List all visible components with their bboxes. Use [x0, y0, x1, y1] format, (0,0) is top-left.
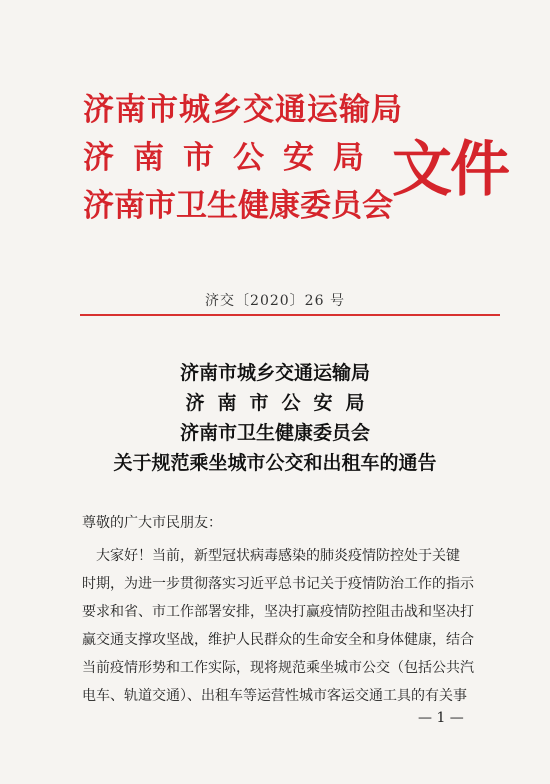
red-separator-line — [80, 314, 500, 316]
title-line-police: 济南市公安局 — [185, 392, 378, 414]
org-health-commission: 济南市卫生健康委员会 — [83, 188, 393, 224]
salutation: 尊敬的广大市民朋友： — [82, 515, 222, 531]
notice-title — [0, 358, 550, 478]
body-paragraph — [82, 542, 490, 710]
title-line-subject: 关于规范乘坐城市公交和出租车的通告 — [113, 452, 437, 474]
body-line: 要求和省、市工作部署安排，坚决打赢疫情防控阻击战和坚决打 — [82, 604, 474, 620]
org-public-security-bureau: 济南市公安局 — [83, 140, 383, 176]
body-line: 当前疫情形势和工作实际，现将规范乘坐城市公交（包括公共汽 — [82, 660, 474, 676]
body-line: 大家好！当前，新型冠状病毒感染的肺炎疫情防控处于关键 — [96, 548, 460, 564]
issuing-organizations — [83, 86, 403, 230]
title-line-health: 济南市卫生健康委员会 — [179, 422, 370, 444]
document-type-label: 文件 — [392, 135, 508, 205]
org-transport-bureau: 济南市城乡交通运输局 — [83, 92, 403, 128]
body-line: 赢交通支撑攻坚战，维护人民群众的生命安全和身体健康，结合 — [82, 632, 474, 648]
page-number: — 1 — — [418, 710, 464, 726]
document-number: 济交〔2020〕26 号 — [205, 293, 345, 309]
body-line: 时期，为进一步贯彻落实习近平总书记关于疫情防治工作的指示 — [82, 576, 474, 592]
body-line: 电车、轨道交通）、出租车等运营性城市客运交通工具的有关事 — [82, 688, 467, 704]
title-line-transport: 济南市城乡交通运输局 — [179, 362, 370, 384]
